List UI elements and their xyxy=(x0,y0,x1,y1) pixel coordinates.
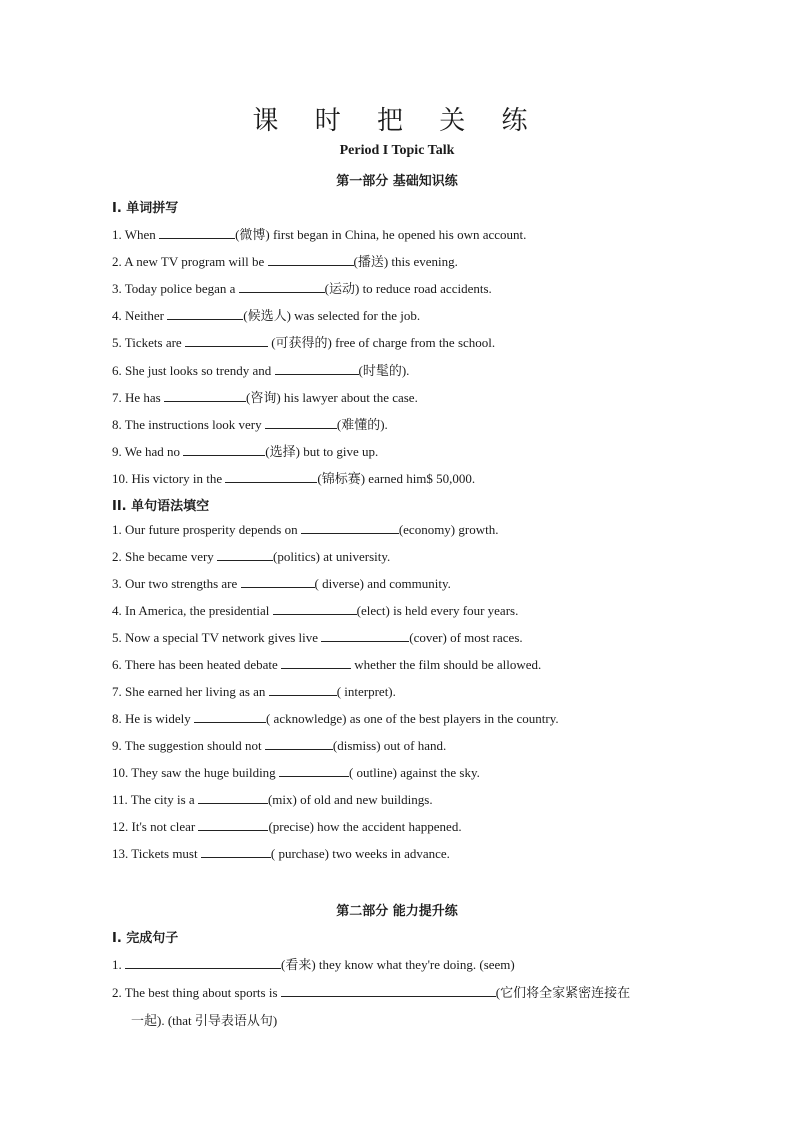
item-hint: (它们将全家紧密连接在 xyxy=(495,985,631,1000)
answer-blank[interactable] xyxy=(281,657,351,669)
exercise-item xyxy=(112,819,462,835)
answer-blank[interactable] xyxy=(183,444,265,456)
item-prompt: 2. A new TV program will be xyxy=(112,254,268,269)
answer-blank[interactable] xyxy=(217,549,273,561)
item-hint: ( outline) against the sky. xyxy=(348,765,480,780)
exercise-item xyxy=(112,954,515,973)
answer-blank[interactable] xyxy=(164,390,246,402)
answer-blank[interactable] xyxy=(269,684,337,696)
answer-blank[interactable] xyxy=(321,630,409,642)
exercise-item xyxy=(112,305,420,324)
answer-blank[interactable] xyxy=(198,792,268,804)
item-hint: (运动) to reduce road accidents. xyxy=(324,281,492,296)
answer-blank[interactable] xyxy=(279,765,349,777)
item-prompt: 9. The suggestion should not xyxy=(112,738,265,753)
answer-blank[interactable] xyxy=(201,846,271,858)
item-prompt: 10. His victory in the xyxy=(112,471,226,486)
exercise-item xyxy=(112,414,388,433)
exercise-item xyxy=(112,792,433,808)
item-hint: ( diverse) and community. xyxy=(314,576,451,591)
answer-blank[interactable] xyxy=(265,738,333,750)
item-prompt: 7. He has xyxy=(112,390,164,405)
item-prompt: 13. Tickets must xyxy=(112,846,201,861)
item-prompt: 10. They saw the huge building xyxy=(112,765,279,780)
exercise-item xyxy=(112,441,378,460)
item-prompt: 8. The instructions look very xyxy=(112,417,265,432)
exercise-item xyxy=(112,684,396,700)
exercise-item xyxy=(112,224,526,243)
item-prompt: 3. Our two strengths are xyxy=(112,576,241,591)
exercise-item xyxy=(112,522,498,538)
item-prompt: 9. We had no xyxy=(112,444,184,459)
item-prompt: 5. Now a special TV network gives live xyxy=(112,630,322,645)
answer-blank[interactable] xyxy=(239,281,325,293)
exercise-item xyxy=(112,846,450,862)
item-prompt: 7. She earned her living as an xyxy=(112,684,269,699)
item-hint: (precise) how the accident happened. xyxy=(268,819,462,834)
item-prompt: 3. Today police began a xyxy=(112,281,239,296)
item-hint: ( purchase) two weeks in advance. xyxy=(270,846,450,861)
exercise-item xyxy=(112,982,630,1001)
item-hint: (mix) of old and new buildings. xyxy=(267,792,433,807)
exercise-item xyxy=(112,765,480,781)
answer-blank[interactable] xyxy=(241,576,315,588)
answer-blank[interactable] xyxy=(268,254,354,266)
item-hint: whether the film should be allowed. xyxy=(351,657,542,672)
item-prompt: 12. It's not clear xyxy=(112,819,199,834)
period-subtitle: Period I Topic Talk xyxy=(339,143,455,158)
item-prompt: 8. He is widely xyxy=(112,711,194,726)
answer-blank[interactable] xyxy=(225,471,317,483)
item-hint: (可获得的) free of charge from the school. xyxy=(267,335,496,350)
answer-blank[interactable] xyxy=(301,522,399,534)
answer-blank[interactable] xyxy=(275,363,359,375)
answer-blank[interactable] xyxy=(125,957,281,969)
exercise-item xyxy=(112,603,518,619)
item-hint: (dismiss) out of hand. xyxy=(332,738,447,753)
item-hint: (cover) of most races. xyxy=(409,630,523,645)
answer-blank[interactable] xyxy=(159,227,235,239)
answer-blank[interactable] xyxy=(194,711,266,723)
item-prompt: 6. She just looks so trendy and xyxy=(112,363,275,378)
item-hint: ( acknowledge) as one of the best players in the country. xyxy=(265,711,559,726)
item-hint: (咨询) his lawyer about the case. xyxy=(246,390,418,405)
item-prompt: 11. The city is a xyxy=(112,792,198,807)
item-hint: (难懂的). xyxy=(336,417,388,432)
item-hint: (锦标赛) earned him$ 50,000. xyxy=(317,471,476,486)
answer-blank[interactable] xyxy=(185,335,268,347)
item-hint: (看来) they know what they're doing. (seem) xyxy=(281,957,515,972)
exercise-item xyxy=(112,251,458,270)
exercise-item xyxy=(112,360,409,379)
answer-blank[interactable] xyxy=(265,417,337,429)
item-hint: (播送) this evening. xyxy=(353,254,458,269)
answer-blank[interactable] xyxy=(281,985,496,997)
item-hint: (economy) growth. xyxy=(398,522,499,537)
item-prompt: 2. She became very xyxy=(112,549,218,564)
item-hint: (选择) but to give up. xyxy=(265,444,379,459)
item-hint: (微博) first began in China, he opened his own account. xyxy=(235,227,527,242)
part-two-heading: 第二部分 能力提升练 xyxy=(336,904,458,919)
item-prompt: 1. Our future prosperity depends on xyxy=(112,522,301,537)
answer-blank[interactable] xyxy=(273,603,357,615)
exercise-item xyxy=(112,576,451,592)
exercise-item xyxy=(112,278,492,297)
answer-blank[interactable] xyxy=(198,819,268,831)
exercise-item xyxy=(112,387,418,406)
exercise-item xyxy=(112,657,541,673)
item-prompt: 1. xyxy=(112,957,125,972)
item-prompt: 1. When xyxy=(112,227,160,242)
item-hint: (politics) at university. xyxy=(273,549,391,564)
section-sentence-heading: I. 完成句子 xyxy=(112,931,179,946)
section-grammar-heading: II. 单句语法填空 xyxy=(112,499,210,514)
part-one-heading: 第一部分 基础知识练 xyxy=(336,174,458,189)
exercise-item xyxy=(112,549,390,565)
answer-blank[interactable] xyxy=(167,308,243,320)
exercise-item xyxy=(112,332,495,351)
item-prompt: 2. The best thing about sports is xyxy=(112,985,281,1000)
item-hint: (时髦的). xyxy=(358,363,410,378)
item-prompt: 4. Neither xyxy=(112,308,168,323)
item-hint: (elect) is held every four years. xyxy=(356,603,519,618)
sentence-continuation: 一起). (that 引导表语从句) xyxy=(131,1013,278,1028)
section-spelling-heading: I. 单词拼写 xyxy=(112,201,179,216)
item-hint: ( interpret). xyxy=(336,684,396,699)
page-title: 课 时 把 关 练 xyxy=(252,106,542,136)
item-hint: (候选人) was selected for the job. xyxy=(243,308,421,323)
item-prompt: 6. There has been heated debate xyxy=(112,657,282,672)
exercise-item xyxy=(112,630,523,646)
item-prompt: 5. Tickets are xyxy=(112,335,185,350)
exercise-item xyxy=(112,738,446,754)
exercise-item xyxy=(112,468,475,487)
item-prompt: 4. In America, the presidential xyxy=(112,603,273,618)
exercise-item xyxy=(112,711,559,727)
